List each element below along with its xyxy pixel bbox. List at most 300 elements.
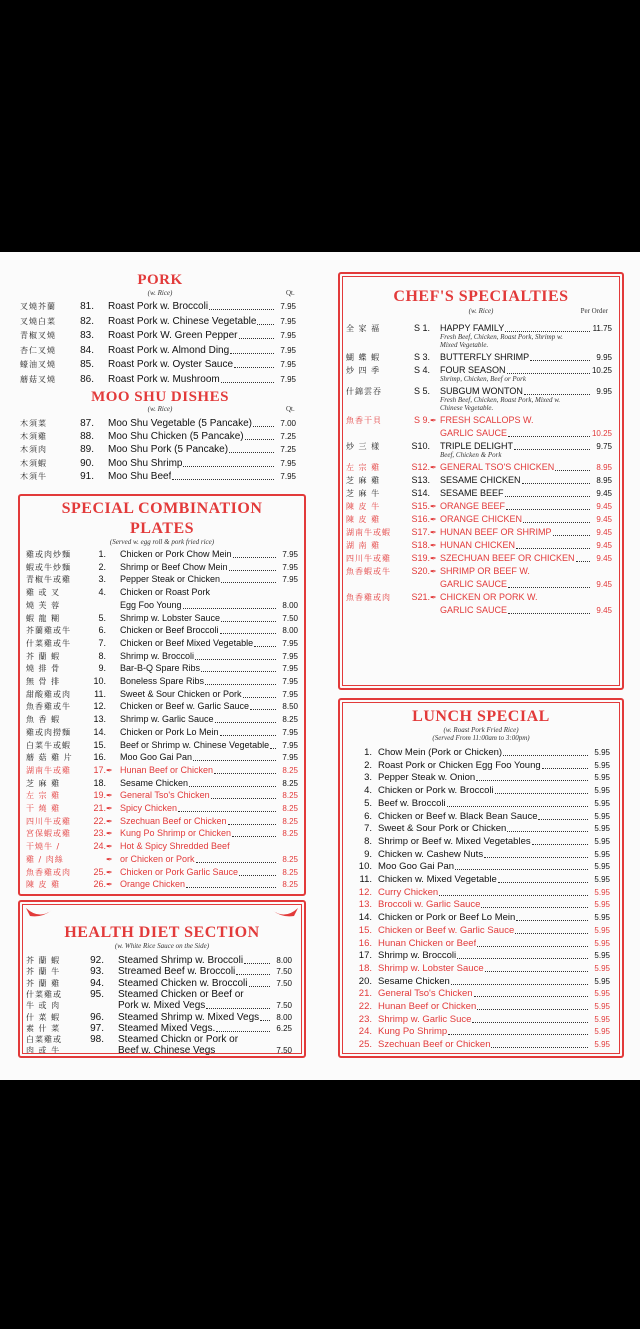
item-chinese-name: 魚香雞或肉	[26, 867, 71, 877]
item-name: Szechuan Beef or Chicken	[120, 815, 227, 826]
item-name: Steamed Shrimp w. Broccoli	[118, 955, 244, 966]
item-price: 10.25	[591, 429, 612, 438]
item-chinese-name: 木須雞	[20, 432, 47, 442]
leader-dots	[229, 561, 276, 571]
item-name: SHRIMP OR BEEF W.	[440, 566, 530, 576]
leader-dots	[245, 430, 274, 440]
item-name-continued: GARLIC SAUCE	[440, 605, 508, 615]
mooshu-subtitle: (w. Rice)	[147, 405, 173, 413]
leader-dots	[555, 461, 590, 471]
item-price: 5.95	[594, 951, 610, 961]
item-price: 5.95	[594, 900, 610, 910]
item-name: BUTTERFLY SHRIMP	[440, 352, 530, 362]
item-name: Moo Shu Vegetable (5 Pancake)	[108, 418, 252, 429]
leader-dots	[508, 604, 590, 614]
leader-dots	[201, 662, 276, 672]
health-title: HEALTH DIET SECTION	[64, 924, 260, 941]
health-menu-item	[26, 1044, 292, 1057]
item-price: 7.50	[282, 613, 298, 623]
leader-dots	[542, 759, 588, 769]
item-name: Hunan Beef or Chicken	[378, 1001, 477, 1012]
chef-per-order: Per Order	[580, 307, 608, 315]
item-number: 82.	[80, 315, 94, 327]
leader-dots	[506, 500, 590, 510]
hot-spicy-icon: ✒	[106, 765, 113, 775]
leader-dots	[220, 726, 276, 736]
item-name: Chicken or Pork or Beef Lo Mein	[378, 912, 516, 924]
combo-menu-item	[26, 764, 298, 777]
item-price: 7.95	[280, 345, 296, 355]
item-number: 1.	[98, 549, 106, 559]
item-chinese-name: 芥 蘭 蝦	[26, 651, 61, 661]
hot-spicy-icon: ✒	[106, 804, 113, 813]
lunch-menu-item	[352, 848, 610, 861]
item-price: 7.50	[276, 1046, 292, 1056]
item-price: 7.95	[280, 471, 296, 481]
leader-dots	[507, 822, 588, 832]
item-name: Shrimp w. Lobster Sauce	[378, 962, 484, 974]
item-number: 97.	[90, 1022, 104, 1034]
item-price: 8.50	[282, 702, 298, 712]
item-chinese-name: 魚香干貝	[346, 416, 382, 425]
lunch-menu-item	[352, 962, 610, 975]
leader-dots	[516, 539, 590, 549]
leader-dots	[472, 1013, 588, 1023]
item-chinese-name: 白菜牛或蝦	[26, 740, 71, 750]
item-chinese-name: 炒 四 季	[346, 366, 381, 375]
item-price: 7.25	[280, 432, 296, 442]
leader-dots	[228, 815, 276, 825]
item-number: 15.	[358, 924, 372, 936]
item-description: Fresh Beef, Chicken, Roast Pork, Shrimp w. Mixed Vegetable.	[440, 333, 563, 349]
item-number: S12.	[411, 462, 430, 472]
pork-subtitle: (w. Rice)	[147, 289, 173, 297]
item-price: 9.95	[596, 387, 612, 396]
item-price: 5.95	[594, 748, 610, 757]
item-name: Roast Pork W. Green Pepper	[108, 330, 238, 341]
leader-dots	[524, 385, 590, 395]
leader-dots	[193, 751, 276, 761]
leader-dots	[221, 612, 276, 622]
item-chinese-name: 魚香雞或牛	[26, 702, 71, 712]
item-price: 5.95	[594, 798, 610, 808]
item-name: Roast Pork w. Broccoli	[108, 301, 209, 312]
item-chinese-name: 芥 蘭 牛	[26, 967, 61, 977]
item-price: 5.95	[594, 824, 610, 834]
item-name: Kung Po Shrimp or Chicken	[120, 828, 232, 839]
item-number: 2.	[364, 759, 372, 771]
item-number: 22.	[93, 815, 106, 826]
combo-menu-item	[26, 751, 298, 764]
item-number: S13.	[411, 475, 430, 485]
combo-menu-item	[26, 662, 298, 675]
item-name: Streamed Beef w. Broccoli	[118, 966, 236, 978]
item-chinese-name: 木須牛	[20, 471, 47, 481]
lunch-menu-item	[352, 937, 610, 950]
item-price: 7.50	[276, 978, 292, 988]
chef-menu-item	[346, 591, 612, 604]
item-number: S20.	[411, 566, 430, 576]
item-price: 9.45	[596, 606, 612, 615]
pork-menu-item	[20, 329, 296, 342]
pork-menu-item	[20, 358, 296, 371]
combo-menu-item	[26, 688, 298, 701]
item-price: 9.45	[596, 554, 612, 563]
item-name: Shrimp w. Lobster Sauce	[120, 612, 221, 623]
leader-dots	[515, 924, 588, 934]
item-name: Broccoli w. Garlic Sauce	[378, 899, 481, 911]
lunch-menu-item	[352, 1013, 610, 1026]
hot-spicy-icon: ✒	[430, 541, 437, 550]
combo-menu-item	[26, 866, 298, 879]
item-chinese-name: 左 宗 雞	[26, 791, 61, 801]
item-name: FOUR SEASON	[440, 365, 506, 375]
item-price: 5.95	[594, 938, 610, 948]
item-price: 7.95	[280, 374, 296, 384]
item-chinese-name: 叉燒芥蘭	[20, 302, 56, 311]
item-chinese-name: 雞或肉撈麵	[26, 727, 71, 737]
item-price: 5.95	[594, 773, 610, 783]
item-price: 7.95	[282, 753, 298, 763]
item-chinese-name: 燒 排 骨	[26, 664, 61, 674]
item-chinese-name: 芥 蘭 蝦	[26, 956, 61, 965]
item-chinese-name: 芝 麻 雞	[26, 778, 61, 788]
item-price: 8.25	[282, 765, 298, 775]
item-number: 5.	[98, 612, 106, 623]
leader-dots	[230, 344, 274, 354]
flourish-right-icon	[270, 906, 300, 926]
item-chinese-name: 雞 / 肉絲	[26, 854, 64, 864]
item-name-continued: GARLIC SAUCE	[440, 579, 508, 589]
item-number: S10.	[411, 441, 430, 451]
item-name: Steamed Chickn or Pork or	[118, 1034, 239, 1046]
item-name: Roast Pork w. Oyster Sauce	[108, 359, 234, 370]
item-name: Hunan Beef or Chicken	[120, 764, 214, 775]
item-number: 22.	[358, 1001, 372, 1012]
item-chinese-name: 陳 皮 牛	[346, 502, 381, 511]
item-price: 5.95	[594, 925, 610, 935]
item-name: or Chicken or Pork	[120, 853, 195, 864]
item-price: 7.95	[282, 727, 298, 737]
item-price: 9.45	[596, 528, 612, 537]
item-price: 5.95	[594, 786, 610, 796]
leader-dots	[447, 797, 588, 807]
item-chinese-name: 雞 或 叉	[26, 588, 61, 598]
leader-dots	[507, 364, 590, 374]
chef-menu-item-cont	[346, 427, 612, 440]
lunch-menu-item	[352, 1025, 610, 1038]
item-chinese-name: 燒 芙 蓉	[26, 600, 61, 610]
item-name: Chicken or Beef w. Black Bean Sauce	[378, 810, 538, 822]
item-name: Hunan Chicken or Beef	[378, 937, 477, 949]
item-name: CHICKEN OR PORK W.	[440, 592, 538, 602]
item-number: 8.	[98, 650, 106, 661]
item-name: Moo Shu Chicken (5 Pancake)	[108, 431, 244, 443]
item-name: HUNAN CHICKEN	[440, 540, 516, 550]
pork-menu-item	[20, 300, 296, 313]
item-chinese-name: 蘑菇叉燒	[20, 374, 56, 384]
item-price: 7.95	[282, 677, 298, 686]
item-number: 13.	[93, 714, 106, 725]
combo-menu-item	[26, 586, 298, 599]
item-chinese-name: 杏仁叉燒	[20, 345, 56, 355]
item-price: 7.50	[276, 967, 292, 977]
chef-menu-item	[346, 539, 612, 552]
combo-menu-item	[26, 713, 298, 726]
lunch-menu-item	[352, 822, 610, 835]
leader-dots	[216, 1022, 270, 1032]
item-number: 23.	[93, 828, 106, 839]
item-price: 8.25	[282, 829, 298, 839]
leader-dots	[221, 573, 276, 583]
leader-dots	[260, 1011, 270, 1021]
item-number: 83.	[80, 330, 94, 341]
leader-dots	[239, 866, 276, 876]
item-chinese-name: 蠔油叉燒	[20, 360, 56, 369]
item-price: 5.95	[594, 913, 610, 923]
item-number: 16.	[358, 937, 372, 949]
item-number: 25.	[358, 1039, 372, 1051]
item-price: 8.00	[282, 626, 298, 636]
item-name: SUBGUM WONTON	[440, 386, 523, 396]
item-number: 89.	[80, 444, 94, 456]
item-name: Beef w. Chinese Vegs	[118, 1045, 216, 1057]
leader-dots	[481, 898, 588, 908]
item-price: 7.95	[282, 550, 298, 559]
item-number: 4.	[364, 785, 372, 797]
hot-spicy-icon: ✒	[106, 829, 113, 839]
item-name: Hot & Spicy Shredded Beef	[120, 841, 230, 852]
item-chinese-name: 無 骨 排	[26, 677, 61, 686]
hot-spicy-icon: ✒	[106, 791, 113, 801]
item-name: Steamed Chicken or Beef or	[118, 988, 244, 1000]
item-number: 11.	[359, 874, 372, 885]
leader-dots	[505, 322, 590, 332]
lunch-menu-item	[352, 873, 610, 886]
item-name: Shrimp w. Broccoli	[120, 650, 195, 661]
item-number: 24.	[93, 841, 106, 852]
item-chinese-name: 叉燒白菜	[20, 316, 56, 326]
item-price: 7.95	[280, 302, 296, 311]
leader-dots	[243, 688, 276, 698]
leader-dots	[448, 1025, 588, 1035]
leader-dots	[205, 675, 276, 685]
leader-dots	[233, 548, 276, 558]
item-name: Sesame Chicken	[378, 975, 450, 987]
item-price: 8.00	[282, 600, 298, 610]
item-name: SZECHUAN BEEF OR CHICKEN	[440, 553, 575, 563]
item-price: 9.75	[596, 442, 612, 451]
item-description: Shrimp, Chicken, Beef or Pork	[440, 375, 526, 383]
leader-dots	[232, 827, 276, 837]
item-chinese-name: 湖南牛或蝦	[346, 528, 391, 537]
item-number: 12.	[358, 886, 372, 898]
pork-menu-item	[20, 315, 296, 328]
hot-spicy-icon: ✒	[430, 528, 437, 537]
leader-dots	[183, 599, 276, 609]
leader-dots	[532, 835, 588, 845]
item-chinese-name: 木須菜	[20, 419, 47, 428]
combo-menu-item	[26, 777, 298, 790]
item-number: 25.	[93, 866, 106, 877]
item-number: 81.	[80, 301, 94, 312]
lunch-menu-item	[352, 810, 610, 823]
chef-menu-item	[346, 552, 612, 565]
lunch-box	[338, 698, 624, 1058]
item-chinese-name: 魚香蝦或牛	[346, 567, 391, 576]
item-name: Sesame Chicken	[120, 777, 189, 788]
item-number: 24.	[358, 1026, 372, 1038]
item-number: S 9.	[413, 415, 430, 425]
item-price: 8.95	[596, 463, 612, 472]
hot-spicy-icon: ✒	[430, 593, 437, 602]
item-name: Chicken or Pork Lo Mein	[120, 726, 219, 737]
item-chinese-name: 陳 皮 雞	[26, 880, 61, 890]
item-chinese-name: 魚香雞或肉	[346, 593, 391, 602]
item-description: Fresh Beef, Chicken, Roast Pork, Mixed w. Chinese Vegetable.	[440, 396, 561, 412]
combo-menu-item	[26, 700, 298, 713]
item-chinese-name: 芥蘭雞或牛	[26, 626, 71, 636]
item-number: 14.	[93, 726, 106, 737]
item-name: Sweet & Sour Chicken or Pork	[120, 688, 242, 699]
item-chinese-name: 什錦雲吞	[346, 387, 382, 396]
leader-dots	[508, 427, 590, 437]
item-name: Pork w. Mixed Vegs	[118, 1000, 206, 1012]
combo-menu-item	[26, 827, 298, 840]
chef-menu-item	[346, 513, 612, 526]
item-number: S19.	[411, 553, 430, 563]
item-chinese-name: 陳 皮 雞	[346, 515, 381, 524]
item-chinese-name: 白菜雞或	[26, 1035, 62, 1045]
item-number: 13.	[358, 899, 372, 911]
item-price: 5.95	[594, 1027, 610, 1037]
item-chinese-name: 什菜雞或	[26, 989, 62, 999]
item-price: 8.25	[282, 791, 298, 801]
leader-dots	[236, 965, 270, 975]
item-chinese-name: 芝 麻 雞	[346, 476, 381, 485]
leader-dots	[244, 954, 270, 964]
item-number: 86.	[80, 373, 94, 385]
chef-subtitle: (w. Rice)	[468, 307, 494, 315]
item-name: Chow Mein (Pork or Chicken)	[378, 747, 503, 758]
item-name: Beef or Shrimp w. Chinese Vegetable	[120, 739, 270, 750]
item-name: Chicken or Beef w. Garlic Sauce	[378, 924, 515, 936]
item-name: SESAME CHICKEN	[440, 475, 521, 485]
item-number: 94.	[90, 977, 104, 989]
item-name: Pepper Steak w. Onion	[378, 772, 476, 784]
item-price: 8.00	[276, 956, 292, 965]
item-price: 7.95	[282, 638, 298, 648]
combo-menu-item	[26, 599, 298, 612]
hot-spicy-icon: ✒	[106, 880, 113, 890]
chef-menu-item	[346, 526, 612, 539]
item-price: 7.95	[282, 575, 298, 585]
item-number: 91.	[80, 470, 94, 482]
item-number: S15.	[411, 501, 430, 511]
item-price: 5.95	[594, 849, 610, 859]
lunch-menu-item	[352, 924, 610, 937]
item-price: 8.25	[282, 880, 298, 890]
leader-dots	[189, 777, 276, 787]
combo-menu-item	[26, 878, 298, 891]
item-chinese-name: 牛 或 肉	[26, 1001, 61, 1011]
item-name: HAPPY FAMILY	[440, 323, 505, 333]
item-number: S14.	[411, 488, 430, 498]
item-number: 18.	[358, 962, 372, 974]
leader-dots	[250, 700, 276, 710]
item-name: Moo Shu Shrimp	[108, 457, 183, 469]
leader-dots	[484, 848, 588, 858]
mooshu-title: MOO SHU DISHES	[91, 389, 229, 405]
item-price: 9.45	[596, 541, 612, 550]
item-chinese-name: 甜酸雞或肉	[26, 689, 71, 699]
item-number: 9.	[98, 663, 106, 674]
lunch-menu-item	[352, 1000, 610, 1013]
item-name: Shrimp or Beef Chow Mein	[120, 561, 228, 572]
item-chinese-name: 木須蝦	[20, 458, 47, 468]
item-chinese-name: 宮保蝦或雞	[26, 829, 71, 839]
item-name: Steamed Mixed Vegs.	[118, 1022, 216, 1034]
item-number: 18.	[93, 777, 106, 788]
leader-dots	[451, 975, 588, 985]
item-price: 7.00	[280, 419, 296, 428]
item-price: 7.95	[282, 689, 298, 699]
item-chinese-name: 雞或肉炒麵	[26, 550, 71, 559]
lunch-menu-item	[352, 759, 610, 772]
item-price: 5.95	[594, 1002, 610, 1011]
item-price: 7.95	[282, 740, 298, 750]
leader-dots	[576, 552, 590, 562]
item-chinese-name: 什 菜 蝦	[26, 1012, 61, 1022]
lunch-subtitle-1: (w. Roast Pork Fried Rice)	[443, 726, 519, 734]
item-name: ORANGE BEEF	[440, 501, 506, 511]
lunch-menu-item	[352, 898, 610, 911]
item-name: Steamed Shrimp w. Mixed Vegs	[118, 1011, 260, 1023]
item-name: Moo Goo Gai Pan	[120, 752, 193, 763]
item-name: Roast Pork w. Almond Ding	[108, 344, 230, 356]
item-number: 90.	[80, 457, 94, 469]
item-name: Szechuan Beef or Chicken	[378, 1039, 491, 1051]
item-name: Moo Goo Gai Pan	[378, 861, 455, 873]
item-name: General Tso's Chicken	[378, 988, 473, 1000]
item-number: S18.	[411, 540, 430, 550]
item-name: Steamed Chicken w. Broccoli	[118, 977, 248, 989]
item-name: Chicken or Pork Chow Mein	[120, 549, 232, 559]
item-name: Curry Chicken	[378, 886, 439, 898]
item-chinese-name: 干 燒 雞	[26, 804, 61, 813]
leader-dots	[195, 650, 276, 660]
item-number: 5.	[364, 797, 372, 809]
leader-dots	[439, 886, 588, 896]
combo-subtitle: (Served w. egg roll & pork fried rice)	[109, 538, 215, 546]
item-price: 9.95	[596, 353, 612, 362]
mooshu-menu-item	[20, 443, 296, 456]
leader-dots	[505, 487, 590, 497]
lunch-menu-item	[352, 860, 610, 873]
item-number: S 4.	[413, 365, 430, 375]
item-price: 6.25	[276, 1023, 292, 1033]
item-number: 3.	[98, 574, 106, 585]
item-name: Chicken w. Cashew Nuts	[378, 848, 484, 860]
item-name: Orange Chicken	[120, 879, 186, 890]
item-number: 8.	[364, 835, 372, 847]
item-chinese-name: 四川牛或雞	[346, 554, 391, 563]
leader-dots	[476, 771, 588, 781]
item-name: Chicken or Beef Broccoli	[120, 625, 219, 636]
pork-menu-item	[20, 344, 296, 357]
item-price: 5.95	[594, 836, 610, 846]
chef-menu-item	[346, 487, 612, 500]
